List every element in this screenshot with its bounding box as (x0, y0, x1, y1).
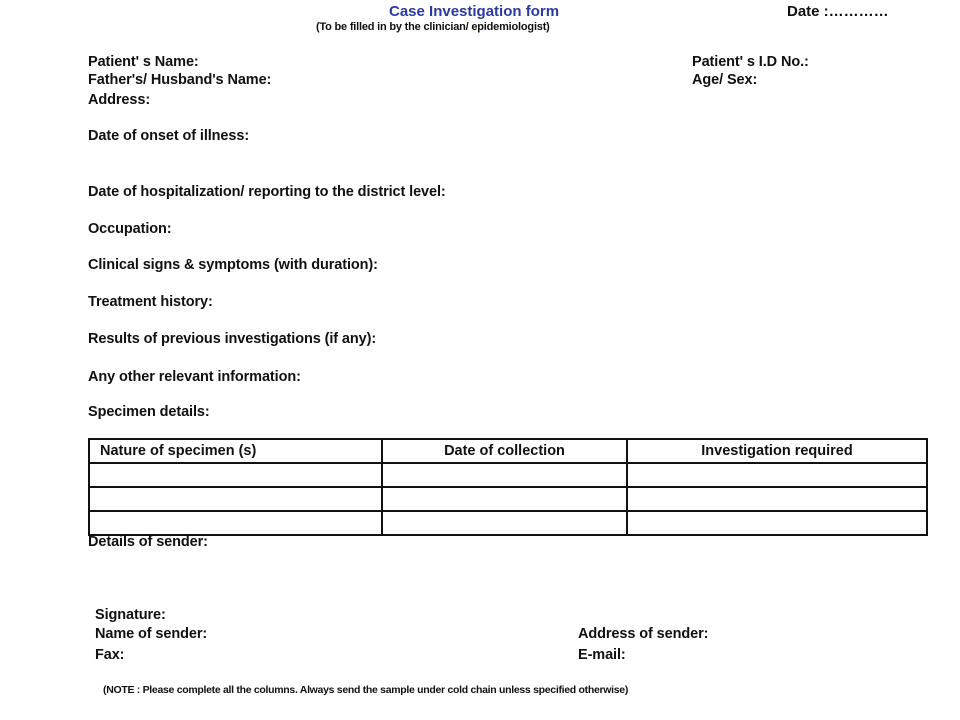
table-cell[interactable] (382, 463, 627, 487)
sender-details-label: Details of sender: (88, 534, 208, 550)
address-label: Address: (88, 92, 151, 108)
table-cell[interactable] (89, 463, 382, 487)
other-info-label: Any other relevant information: (88, 369, 301, 385)
table-cell[interactable] (89, 511, 382, 535)
date-field[interactable]: Date :………… (787, 3, 889, 20)
column-header-nature: Nature of specimen (s) (89, 439, 382, 463)
table-cell[interactable] (89, 487, 382, 511)
occupation-label: Occupation: (88, 221, 172, 237)
form-subtitle: (To be filled in by the clinician/ epidemiologist) (316, 21, 550, 33)
specimen-details-label: Specimen details: (88, 404, 210, 420)
treatment-history-label: Treatment history: (88, 294, 213, 310)
table-header-row (89, 439, 927, 463)
signature-label: Signature: (95, 607, 166, 623)
specimen-table (88, 438, 928, 536)
email-label: E-mail: (578, 647, 626, 663)
fax-label: Fax: (95, 647, 125, 663)
table-row (89, 463, 927, 487)
sender-name-label: Name of sender: (95, 626, 208, 642)
onset-date-label: Date of onset of illness: (88, 128, 250, 144)
hospitalization-date-label: Date of hospitalization/ reporting to the district level: (88, 184, 446, 200)
sender-address-label: Address of sender: (578, 626, 709, 642)
table-cell[interactable] (627, 463, 927, 487)
patient-id-label: Patient' s I.D No.: (692, 54, 809, 70)
column-header-date: Date of collection (382, 439, 627, 463)
table-row (89, 487, 927, 511)
clinical-signs-label: Clinical signs & symptoms (with duration): (88, 257, 378, 273)
patient-name-label: Patient' s Name: (88, 54, 199, 70)
age-sex-label: Age/ Sex: (692, 72, 758, 88)
form-title: Case Investigation form (389, 3, 560, 20)
table-cell[interactable] (382, 511, 627, 535)
footer-note: (NOTE : Please complete all the columns. Always send the sample under cold chain unless specified otherwise) (103, 684, 629, 696)
column-header-investigation: Investigation required (627, 439, 927, 463)
table-cell[interactable] (382, 487, 627, 511)
table-cell[interactable] (627, 511, 927, 535)
table-cell[interactable] (627, 487, 927, 511)
table-row (89, 511, 927, 535)
father-husband-name-label: Father's/ Husband's Name: (88, 72, 272, 88)
previous-results-label: Results of previous investigations (if any): (88, 331, 377, 347)
